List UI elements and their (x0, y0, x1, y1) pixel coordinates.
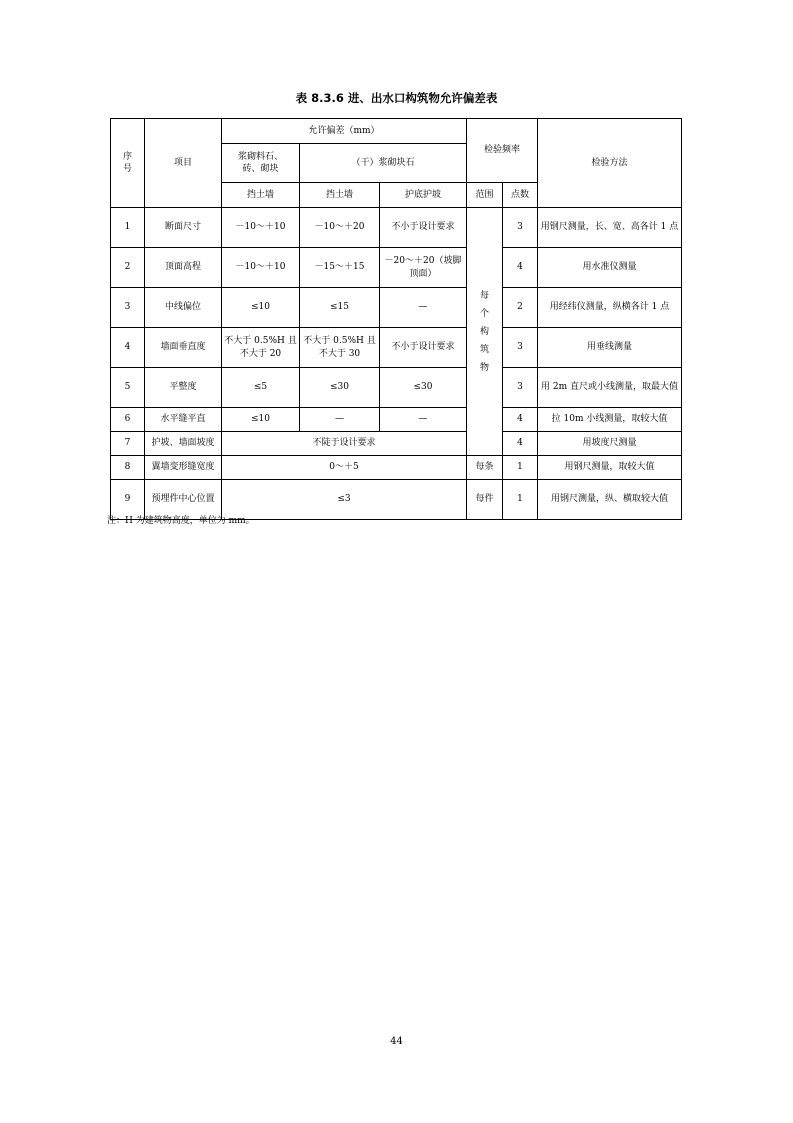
row-points: 3 (503, 368, 538, 408)
row-c1: ≤10 (222, 408, 300, 432)
row-points: 2 (503, 288, 538, 328)
row-no: 5 (111, 368, 145, 408)
row-points: 4 (503, 248, 538, 288)
row-points: 4 (503, 432, 538, 456)
header-tolerance: 允许偏差（mm） (222, 119, 467, 144)
row-merged-value: 0～＋5 (222, 456, 467, 480)
row-points: 3 (503, 208, 538, 248)
row-method: 用经纬仪测量，纵横各计 1 点 (538, 288, 682, 328)
tolerance-table (110, 118, 682, 520)
row-no: 4 (111, 328, 145, 368)
scope-per-structure: 每 个 构 筑 物 (467, 208, 503, 456)
header-points: 点数 (503, 183, 538, 208)
table-row (111, 456, 682, 480)
row-item: 平整度 (145, 368, 222, 408)
row-c2: ≤30 (300, 368, 380, 408)
header-scope: 范围 (467, 183, 503, 208)
row-points: 1 (503, 480, 538, 520)
row-scope: 每条 (467, 456, 503, 480)
row-method: 拉 10m 小线测量，取较大值 (538, 408, 682, 432)
row-c2: ≤15 (300, 288, 380, 328)
table-row (111, 288, 682, 328)
row-c3: ≤30 (380, 368, 467, 408)
header-dry-stone: （干）浆砌块石 (300, 144, 467, 183)
header-bottom-slope: 护底护坡 (380, 183, 467, 208)
row-points: 4 (503, 408, 538, 432)
row-no: 7 (111, 432, 145, 456)
page-number: 44 (390, 1036, 403, 1047)
row-item: 断面尺寸 (145, 208, 222, 248)
row-merged-value: ≤3 (222, 480, 467, 520)
table-row (111, 248, 682, 288)
table-row (111, 408, 682, 432)
row-no: 8 (111, 456, 145, 480)
row-c2: －15～＋15 (300, 248, 380, 288)
row-c3: — (380, 288, 467, 328)
row-no: 1 (111, 208, 145, 248)
row-points: 3 (503, 328, 538, 368)
row-merged-value: 不陡于设计要求 (222, 432, 467, 456)
header-seq: 序 号 (111, 119, 145, 208)
row-item: 护坡、墙面坡度 (145, 432, 222, 456)
row-c1: －10～＋10 (222, 248, 300, 288)
row-no: 3 (111, 288, 145, 328)
row-no: 6 (111, 408, 145, 432)
row-c1: ≤10 (222, 288, 300, 328)
table-title: 表 8.3.6 进、出水口构筑物允许偏差表 (295, 91, 498, 105)
header-retaining-wall-2: 挡土墙 (300, 183, 380, 208)
header-method: 检验方法 (538, 119, 682, 208)
row-c3: －20～＋20（坡脚顶面） (380, 248, 467, 288)
header-row-1 (111, 119, 682, 144)
row-no: 2 (111, 248, 145, 288)
row-c1: －10～＋10 (222, 208, 300, 248)
row-item: 中线偏位 (145, 288, 222, 328)
row-method: 用钢尺测量，取较大值 (538, 456, 682, 480)
row-c3: — (380, 408, 467, 432)
row-item: 预埋件中心位置 (145, 480, 222, 520)
header-mortar-stone: 浆砌料石、 砖、砌块 (222, 144, 300, 183)
table-row (111, 328, 682, 368)
row-item: 顶面高程 (145, 248, 222, 288)
row-scope: 每件 (467, 480, 503, 520)
table-row (111, 432, 682, 456)
row-no: 9 (111, 480, 145, 520)
row-c3: 不小于设计要求 (380, 328, 467, 368)
header-retaining-wall-1: 挡土墙 (222, 183, 300, 208)
row-item: 水平缝平直 (145, 408, 222, 432)
table-row (111, 368, 682, 408)
row-c2: －10～＋20 (300, 208, 380, 248)
row-c1: 不大于 0.5%H 且不大于 20 (222, 328, 300, 368)
table-row (111, 208, 682, 248)
row-c1: ≤5 (222, 368, 300, 408)
header-item: 项目 (145, 119, 222, 208)
row-method: 用钢尺测量，长、宽、高各计 1 点 (538, 208, 682, 248)
row-points: 1 (503, 456, 538, 480)
row-method: 用钢尺测量，纵、横取较大值 (538, 480, 682, 520)
row-item: 翼墙变形缝宽度 (145, 456, 222, 480)
header-frequency: 检验频率 (467, 119, 538, 183)
row-method: 用垂线测量 (538, 328, 682, 368)
row-method: 用坡度尺测量 (538, 432, 682, 456)
row-method: 用 2m 直尺或小线测量，取最大值 (538, 368, 682, 408)
row-method: 用水准仪测量 (538, 248, 682, 288)
row-item: 墙面垂直度 (145, 328, 222, 368)
row-c2: 不大于 0.5%H 且不大于 30 (300, 328, 380, 368)
row-c3: 不小于设计要求 (380, 208, 467, 248)
table-note: 注：H 为建筑物高度，单位为 mm。 (107, 516, 255, 526)
row-c2: — (300, 408, 380, 432)
